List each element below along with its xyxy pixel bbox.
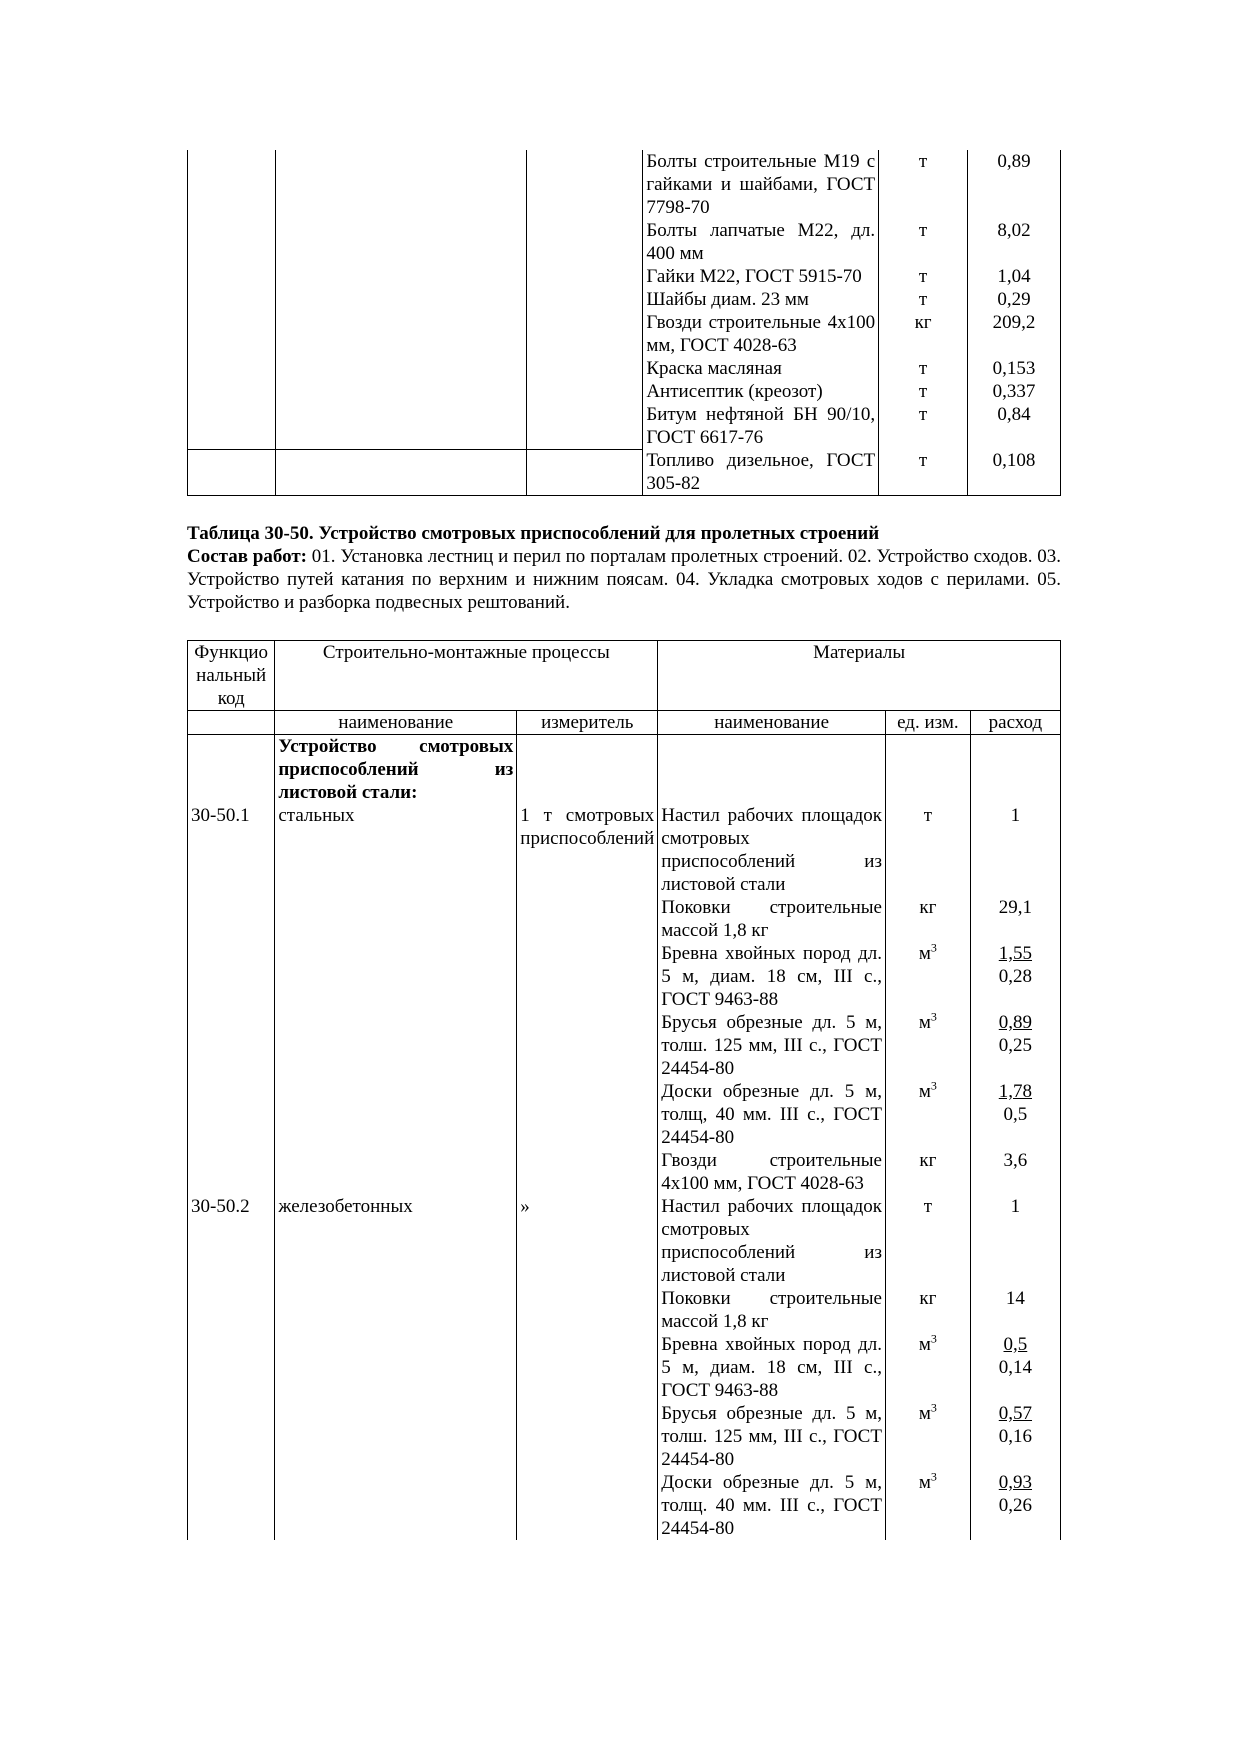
work-composition bbox=[187, 545, 1061, 614]
proc-meter-cell bbox=[526, 449, 643, 496]
material-unit-text: м bbox=[918, 1081, 931, 1102]
process-meter-cell bbox=[517, 896, 658, 942]
func-code-cell bbox=[188, 1149, 275, 1195]
func-code-cell bbox=[188, 1287, 275, 1333]
material-unit-text: кг bbox=[919, 1288, 937, 1309]
header-mat-qty: расход bbox=[970, 711, 1060, 735]
unit-superscript: 3 bbox=[930, 1009, 937, 1024]
material-qty: 0,84 bbox=[968, 403, 1061, 449]
material-unit: т bbox=[879, 357, 968, 380]
proc-meter-cell bbox=[526, 357, 643, 380]
table-row bbox=[188, 1011, 1061, 1080]
material-qty: 209,2 bbox=[968, 311, 1061, 357]
proc-name-cell bbox=[275, 219, 526, 265]
material-qty bbox=[970, 1195, 1060, 1287]
header-materials: Материалы bbox=[658, 641, 1061, 711]
header-mat-name: наименование bbox=[658, 711, 886, 735]
func-code: 30-50.1 bbox=[188, 804, 275, 896]
proc-name-cell bbox=[275, 357, 526, 380]
material-unit: т bbox=[879, 288, 968, 311]
group-title: Устройство смотровых приспособлений из листовой стали: bbox=[275, 735, 517, 805]
process-name-cell bbox=[275, 896, 517, 942]
material-qty: 0,337 bbox=[968, 380, 1061, 403]
work-composition-label: Состав работ: bbox=[187, 546, 307, 567]
material-qty-value: 0,89 bbox=[998, 1012, 1033, 1033]
material-unit bbox=[885, 1080, 970, 1149]
material-name: Болты лапчатые М22, дл. 400 мм bbox=[643, 219, 879, 265]
unit-superscript: 3 bbox=[930, 1400, 937, 1415]
material-name: Доски обрезные дл. 5 м, толщ, 40 мм. III с., ГОСТ 24454-80 bbox=[658, 1080, 886, 1149]
proc-name-cell bbox=[275, 265, 526, 288]
func-code-cell bbox=[188, 311, 276, 357]
header-row-sub bbox=[188, 711, 1061, 735]
material-qty: 1,04 bbox=[968, 265, 1061, 288]
document-page bbox=[187, 150, 1061, 1540]
material-unit bbox=[885, 1149, 970, 1195]
table-row bbox=[188, 265, 1061, 288]
material-qty bbox=[970, 1080, 1060, 1149]
material-qty bbox=[970, 735, 1060, 805]
material-name: Битум нефтяной БН 90/10, ГОСТ 6617-76 bbox=[643, 403, 879, 449]
process-name-cell bbox=[275, 942, 517, 1011]
material-name: Болты строительные М19 с гайками и шайбами, ГОСТ 7798-70 bbox=[643, 150, 879, 219]
table-row bbox=[188, 896, 1061, 942]
material-qty: 0,29 bbox=[968, 288, 1061, 311]
func-code-cell bbox=[188, 150, 276, 219]
material-name: Настил рабочих площадок смотровых приспособлений из листовой стали bbox=[658, 1195, 886, 1287]
func-code-cell bbox=[188, 449, 276, 496]
material-qty-secondary: 0,5 bbox=[1003, 1104, 1028, 1125]
material-qty-value: 3,6 bbox=[1003, 1150, 1028, 1171]
material-qty bbox=[970, 1287, 1060, 1333]
process-meter-cell bbox=[517, 1287, 658, 1333]
table-row bbox=[188, 942, 1061, 1011]
material-name: Краска масляная bbox=[643, 357, 879, 380]
material-unit: т bbox=[879, 219, 968, 265]
header-func-code: Функцио нальный код bbox=[188, 641, 275, 711]
proc-meter-cell bbox=[526, 403, 643, 449]
process-name-cell bbox=[275, 1287, 517, 1333]
unit-superscript: 3 bbox=[930, 1078, 937, 1093]
material-unit-text: м bbox=[918, 1334, 931, 1355]
material-name: Топливо дизельное, ГОСТ 305-82 bbox=[643, 449, 879, 496]
material-name: Гвозди строительные 4х100 мм, ГОСТ 4028-63 bbox=[658, 1149, 886, 1195]
material-unit: кг bbox=[879, 311, 968, 357]
material-qty-value: 0,93 bbox=[998, 1472, 1033, 1493]
table-row bbox=[188, 311, 1061, 357]
header-func-code-blank bbox=[188, 711, 275, 735]
table-row bbox=[188, 1149, 1061, 1195]
unit-superscript: 3 bbox=[930, 1469, 937, 1484]
material-qty bbox=[970, 1333, 1060, 1402]
process-meter-cell bbox=[517, 1149, 658, 1195]
material-qty: 8,02 bbox=[968, 219, 1061, 265]
material-unit bbox=[885, 1195, 970, 1287]
process-meter-cell bbox=[517, 1471, 658, 1540]
process-meter: 1 т смотровых приспособлений bbox=[517, 804, 658, 896]
func-code-cell bbox=[188, 288, 276, 311]
material-qty-value: 14 bbox=[1005, 1288, 1025, 1309]
func-code-cell bbox=[188, 219, 276, 265]
func-code-cell bbox=[188, 1333, 275, 1402]
header-row-top bbox=[188, 641, 1061, 711]
material-unit-text: м bbox=[918, 1012, 931, 1033]
func-code-cell bbox=[188, 1080, 275, 1149]
proc-meter-cell bbox=[517, 735, 658, 805]
process-name: железобетонных bbox=[275, 1195, 517, 1287]
material-qty-value: 1 bbox=[1010, 1196, 1021, 1217]
header-proc-name: наименование bbox=[275, 711, 517, 735]
material-unit-text: м bbox=[918, 1472, 931, 1493]
process-name: стальных bbox=[275, 804, 517, 896]
material-name: Гайки М22, ГОСТ 5915-70 bbox=[643, 265, 879, 288]
material-unit: т bbox=[879, 403, 968, 449]
material-unit bbox=[885, 942, 970, 1011]
material-name bbox=[658, 735, 886, 805]
process-name-cell bbox=[275, 1011, 517, 1080]
process-name-cell bbox=[275, 1471, 517, 1540]
group-title-row bbox=[188, 735, 1061, 805]
unit-superscript: 3 bbox=[930, 940, 937, 955]
proc-name-cell bbox=[275, 380, 526, 403]
process-name-cell bbox=[275, 1080, 517, 1149]
table-row bbox=[188, 1080, 1061, 1149]
material-name: Брусья обрезные дл. 5 м, толш. 125 мм, III с., ГОСТ 24454-80 bbox=[658, 1011, 886, 1080]
material-unit bbox=[885, 1333, 970, 1402]
proc-meter-cell bbox=[526, 311, 643, 357]
header-mat-unit: ед. изм. bbox=[885, 711, 970, 735]
table-row bbox=[188, 219, 1061, 265]
material-qty-secondary: 0,14 bbox=[998, 1357, 1033, 1378]
material-qty-secondary: 0,26 bbox=[998, 1495, 1033, 1516]
material-unit-text: м bbox=[918, 1403, 931, 1424]
material-qty-value: 1,78 bbox=[998, 1081, 1033, 1102]
material-unit-text: т bbox=[923, 805, 933, 826]
table-row bbox=[188, 150, 1061, 219]
material-unit bbox=[885, 1011, 970, 1080]
table-caption bbox=[187, 522, 1061, 614]
material-unit: т bbox=[879, 380, 968, 403]
process-meter-cell bbox=[517, 942, 658, 1011]
material-unit: т bbox=[879, 449, 968, 496]
material-qty-value: 1 bbox=[1010, 805, 1021, 826]
material-qty: 0,108 bbox=[968, 449, 1061, 496]
proc-meter-cell bbox=[526, 150, 643, 219]
material-name: Доски обрезные дл. 5 м, толщ. 40 мм. III с., ГОСТ 24454-80 bbox=[658, 1471, 886, 1540]
material-qty-value: 0,57 bbox=[998, 1403, 1033, 1424]
material-qty-secondary: 0,25 bbox=[998, 1035, 1033, 1056]
table-row bbox=[188, 804, 1061, 896]
func-code-cell bbox=[188, 403, 276, 449]
material-unit bbox=[885, 804, 970, 896]
material-qty bbox=[970, 1149, 1060, 1195]
func-code-cell bbox=[188, 1471, 275, 1540]
proc-meter-cell bbox=[526, 288, 643, 311]
unit-superscript: 3 bbox=[930, 1331, 937, 1346]
material-qty-value: 0,5 bbox=[1003, 1334, 1028, 1355]
header-proc-meter: измеритель bbox=[517, 711, 658, 735]
proc-name-cell bbox=[275, 288, 526, 311]
table-row bbox=[188, 357, 1061, 380]
func-code-cell bbox=[188, 380, 276, 403]
table-row bbox=[188, 449, 1061, 496]
material-qty-value: 29,1 bbox=[998, 897, 1033, 918]
func-code-cell bbox=[188, 896, 275, 942]
material-qty bbox=[970, 942, 1060, 1011]
material-name: Бревна хвойных пород дл. 5 м, диам. 18 см, III с., ГОСТ 9463-88 bbox=[658, 942, 886, 1011]
table-row bbox=[188, 1195, 1061, 1287]
material-unit-text: кг bbox=[919, 1150, 937, 1171]
material-name: Поковки строительные массой 1,8 кг bbox=[658, 896, 886, 942]
material-unit: т bbox=[879, 150, 968, 219]
func-code-cell bbox=[188, 357, 276, 380]
process-meter-cell bbox=[517, 1402, 658, 1471]
material-name: Брусья обрезные дл. 5 м, толш. 125 мм, III с., ГОСТ 24454-80 bbox=[658, 1402, 886, 1471]
table-row bbox=[188, 1287, 1061, 1333]
main-table bbox=[187, 640, 1061, 1540]
material-qty bbox=[970, 896, 1060, 942]
material-unit: т bbox=[879, 265, 968, 288]
process-meter: » bbox=[517, 1195, 658, 1287]
material-name: Шайбы диам. 23 мм bbox=[643, 288, 879, 311]
func-code-cell bbox=[188, 265, 276, 288]
proc-name-cell bbox=[275, 150, 526, 219]
material-qty: 0,153 bbox=[968, 357, 1061, 380]
table-title: Таблица 30-50. Устройство смотровых приспособлений для пролетных строений bbox=[187, 523, 880, 544]
proc-meter-cell bbox=[526, 265, 643, 288]
material-name: Настил рабочих площадок смотровых приспособлений из листовой стали bbox=[658, 804, 886, 896]
proc-meter-cell bbox=[526, 219, 643, 265]
table-row bbox=[188, 1402, 1061, 1471]
material-qty-value: 1,55 bbox=[998, 943, 1033, 964]
header-processes: Строительно-монтажные процессы bbox=[275, 641, 658, 711]
material-unit bbox=[885, 1471, 970, 1540]
process-meter-cell bbox=[517, 1080, 658, 1149]
material-name: Бревна хвойных пород дл. 5 м, диам. 18 см, III с., ГОСТ 9463-88 bbox=[658, 1333, 886, 1402]
materials-table-continued bbox=[187, 150, 1061, 496]
material-unit bbox=[885, 896, 970, 942]
material-qty-secondary: 0,16 bbox=[998, 1426, 1033, 1447]
material-unit-text: т bbox=[923, 1196, 933, 1217]
table-row bbox=[188, 1471, 1061, 1540]
func-code-cell bbox=[188, 735, 275, 805]
material-qty-secondary: 0,28 bbox=[998, 966, 1033, 987]
proc-name-cell bbox=[275, 449, 526, 496]
material-qty: 0,89 bbox=[968, 150, 1061, 219]
material-unit-text: кг bbox=[919, 897, 937, 918]
material-qty bbox=[970, 1402, 1060, 1471]
material-unit bbox=[885, 1287, 970, 1333]
func-code-cell bbox=[188, 1011, 275, 1080]
proc-name-cell bbox=[275, 403, 526, 449]
material-name: Антисептик (креозот) bbox=[643, 380, 879, 403]
table-row bbox=[188, 380, 1061, 403]
table-row bbox=[188, 288, 1061, 311]
material-unit-text: м bbox=[918, 943, 931, 964]
material-qty bbox=[970, 804, 1060, 896]
process-name-cell bbox=[275, 1149, 517, 1195]
func-code-cell bbox=[188, 942, 275, 1011]
table-row bbox=[188, 403, 1061, 449]
material-unit bbox=[885, 1402, 970, 1471]
material-unit bbox=[885, 735, 970, 805]
material-qty bbox=[970, 1011, 1060, 1080]
work-composition-text: 01. Установка лестниц и перил по порталам пролетных строений. 02. Устройство сходов. 03. Устройство путей катания по верхним и нижним поясам. 04. Укладка смотровых ходов с перилами. 05. Устройство и разборка подвесных рештований. bbox=[187, 546, 1061, 613]
process-meter-cell bbox=[517, 1333, 658, 1402]
func-code: 30-50.2 bbox=[188, 1195, 275, 1287]
process-name-cell bbox=[275, 1402, 517, 1471]
proc-name-cell bbox=[275, 311, 526, 357]
proc-meter-cell bbox=[526, 380, 643, 403]
material-qty bbox=[970, 1471, 1060, 1540]
process-meter-cell bbox=[517, 1011, 658, 1080]
material-name: Поковки строительные массой 1,8 кг bbox=[658, 1287, 886, 1333]
func-code-cell bbox=[188, 1402, 275, 1471]
process-name-cell bbox=[275, 1333, 517, 1402]
table-row bbox=[188, 1333, 1061, 1402]
material-name: Гвозди строительные 4х100 мм, ГОСТ 4028-63 bbox=[643, 311, 879, 357]
